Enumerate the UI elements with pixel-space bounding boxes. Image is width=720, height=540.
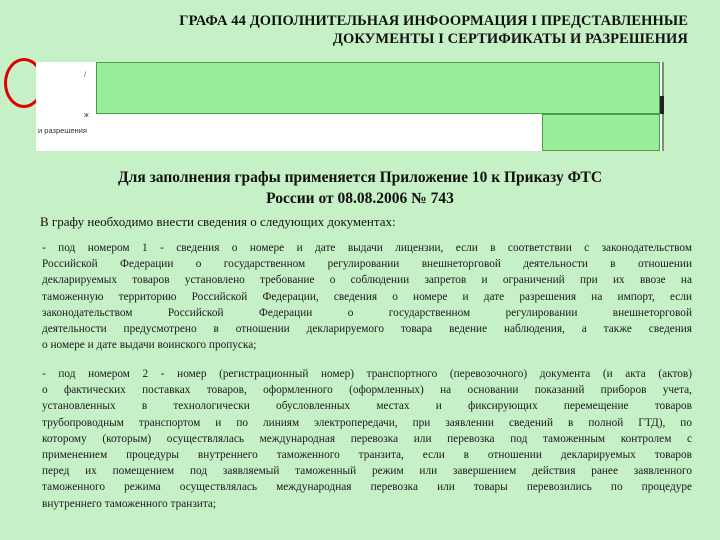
paragraph-line: - под номером 2 - номер (регистрационный номер) транспортного (перевозочного) документа (и акта (актов) xyxy=(42,368,692,380)
paragraph-line: - под номером 1 - сведения о номере и дате выдачи лицензии, если в соответствии с законодательством xyxy=(42,242,692,254)
paragraph-line: законодательством Российской Федерации о государственном регулировании внешнеторговой xyxy=(42,306,692,319)
intro-text: В графу необходимо внести сведения о следующих документах: xyxy=(40,214,396,229)
subtitle-line-1: Для заполнения графы применяется Приложение 10 к Приказу ФТС xyxy=(117,169,603,186)
section-subtitle xyxy=(40,167,680,209)
paragraph-line: таможенного режима осуществлялась международная перевозка или товары перевозились по процедуре xyxy=(42,481,692,494)
form-cell-right xyxy=(542,114,660,151)
title-line-2: ДОКУМЕНТЫ I СЕРТИФИКАТЫ И РАЗРЕШЕНИЯ xyxy=(332,31,688,47)
paragraph-line: которому (которым) осуществлялась международная перевозка или перевозка под таможенным контролем с xyxy=(42,432,692,445)
form-cell-marker xyxy=(660,96,664,114)
form-mark-a: / xyxy=(84,72,86,79)
paragraph-line: таможенную территорию Российской Федерации, сведения о номере и дате разрешения на импорт, если xyxy=(42,290,692,303)
title-line-1: ГРАФА 44 ДОПОЛНИТЕЛЬНАЯ ИНФООРМАЦИЯ I ПРЕДСТАВЛЕННЫЕ xyxy=(179,13,688,29)
paragraph-line: применением процедуры внутреннего таможенного транзита, если в отношении декларируемых товаров xyxy=(42,449,692,462)
paragraph-item-1 xyxy=(42,240,692,353)
paragraph-line: трубопроводным транспортом и по линиям электропередачи, при заявлении сведений в полной ГТД), по xyxy=(42,416,692,429)
paragraph-line: установленных в технологически обусловленных местах и фиксирующих перемещение товаров xyxy=(42,400,692,413)
form-mark-b: ж xyxy=(84,112,89,119)
form-field-44-snippet xyxy=(36,62,664,151)
paragraph-item-2 xyxy=(42,366,692,512)
subtitle-line-2: России от 08.08.2006 № 743 xyxy=(266,190,454,207)
paragraph-line: деятельности предусмотрено в отношении декларируемого товара ведение наблюдения, а также сведения xyxy=(42,323,692,336)
paragraph-line: о фактических поставках товаров, оформленного (оформленных) на основании показаний приборов учета, xyxy=(42,384,692,397)
paragraph-line: декларируемых товаров установлено требование о соблюдении запретов и ограничений при их ввозе на xyxy=(42,274,692,287)
paragraph-line: перед их помещением под заявляемый таможенный режим или завершением действия ранее заявленного xyxy=(42,465,692,478)
form-cell-main xyxy=(96,62,660,114)
paragraph-line: внутреннего таможенного транзита; xyxy=(42,497,217,510)
paragraph-line: о номере и дате выдачи воинского пропуска; xyxy=(42,339,257,352)
paragraph-line: Российской Федерации о государственном регулировании внешнеторговой деятельности в отношении xyxy=(42,258,692,271)
form-label: и разрешения xyxy=(38,126,87,135)
form-label-strip xyxy=(36,62,96,151)
page-title xyxy=(88,12,688,48)
